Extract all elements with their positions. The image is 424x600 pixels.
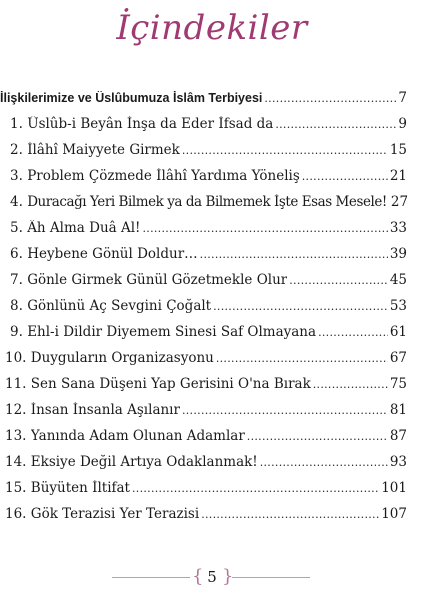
toc-entry-label: Âh Alma Duâ Al!: [27, 220, 141, 236]
toc-entry-number: 4.: [10, 194, 23, 210]
dot-leader: [318, 326, 388, 339]
toc-entry-label: Ehl-i Dildir Diyemem Sinesi Saf Olmayana: [27, 324, 317, 340]
toc-page-number: 93: [389, 454, 407, 470]
toc-entry-number: 8.: [10, 298, 23, 314]
toc-page-number: 9: [398, 116, 407, 132]
toc-entry-number: 15.: [5, 480, 27, 496]
toc-page-number: 33: [389, 220, 407, 236]
toc-page-number: 53: [389, 298, 407, 314]
toc-entry[interactable]: [5, 506, 407, 526]
toc-page-number: 61: [389, 324, 407, 340]
dot-leader: [275, 118, 396, 131]
toc-entry-label: Eksiye Değil Artıya Odaklanmak!: [30, 454, 258, 470]
toc-entry-label: Büyüten İltifat: [30, 480, 130, 496]
toc-entry[interactable]: [5, 376, 407, 396]
toc-entry-label: Problem Çözmede İlâhî Yardıma Yöneliş: [27, 168, 300, 184]
toc-page-number: 75: [389, 376, 407, 392]
toc-entry-label: Gök Terazisi Yer Terazisi: [30, 506, 200, 522]
dot-leader: [213, 300, 388, 313]
toc-section-heading[interactable]: [0, 90, 407, 110]
toc-entry-label: Üslûb-i Beyân İnşa da Eder İfsad da: [27, 116, 274, 132]
toc-entry-label: Duyguların Organizasyonu: [30, 350, 214, 366]
dot-leader: [200, 248, 388, 261]
toc-entry[interactable]: [10, 142, 407, 162]
toc-entry-number: 10.: [5, 350, 27, 366]
toc-entry-number: 6.: [10, 246, 23, 262]
dot-leader: [289, 274, 388, 287]
toc-entry-number: 12.: [5, 402, 27, 418]
toc-entry[interactable]: [10, 246, 407, 266]
toc-entry-label: Sen Sana Düşeni Yap Gerisini O'na Bırak: [30, 376, 311, 392]
page-title: İçindekiler: [116, 8, 308, 48]
toc-entry[interactable]: [5, 402, 407, 422]
toc-entry-label: Heybene Gönül Doldur…: [27, 246, 198, 262]
toc-page-number: 27: [390, 194, 409, 210]
toc-page-number: 15: [389, 142, 407, 158]
toc-entry-number: 16.: [5, 506, 27, 522]
toc-entry-number: 5.: [10, 220, 23, 236]
dot-leader: [182, 404, 388, 417]
toc-page-number: 67: [389, 350, 407, 366]
toc-page-number: 81: [389, 402, 407, 418]
toc-page-number: 39: [389, 246, 407, 262]
dot-leader: [132, 482, 379, 495]
page-footer: [0, 565, 424, 589]
toc-page-number: 101: [381, 480, 407, 496]
dot-leader: [260, 456, 388, 469]
footer-rule-left: [112, 577, 190, 578]
footer-rule-right: [232, 577, 310, 578]
toc-entry-number: 2.: [10, 142, 23, 158]
toc-entry-label: Yanında Adam Olunan Adamlar: [30, 428, 245, 444]
dot-leader: [142, 222, 387, 235]
dot-leader: [182, 144, 388, 157]
toc-entry-number: 13.: [5, 428, 27, 444]
toc-entry-number: 14.: [5, 454, 27, 470]
toc-entry[interactable]: [10, 324, 407, 344]
toc-entry[interactable]: [10, 168, 407, 188]
toc-entry[interactable]: [5, 454, 407, 474]
toc-entry[interactable]: [10, 272, 407, 292]
footer-ornament-right: }: [222, 566, 234, 587]
dot-leader: [247, 430, 388, 443]
toc-entry[interactable]: [10, 298, 407, 318]
toc-entry[interactable]: [10, 220, 407, 240]
toc-entry-number: 7.: [10, 272, 23, 288]
dot-leader: [313, 378, 388, 391]
footer-ornament-left: {: [192, 566, 204, 587]
toc-entry[interactable]: [5, 480, 407, 500]
toc-page-number: 87: [389, 428, 407, 444]
toc-section-label: İlişkilerimize ve Üslûbumuza İslâm Terbiyesi: [0, 91, 263, 105]
dot-leader: [302, 170, 388, 183]
toc-page-number: 107: [381, 506, 407, 522]
toc-entry-label: İlâhî Maiyyete Girmek: [27, 142, 180, 158]
toc-page-number: 45: [389, 272, 407, 288]
toc-entry-number: 11.: [5, 376, 27, 392]
toc-entry[interactable]: [10, 116, 407, 136]
toc-entry-label: İnsan İnsanla Aşılanır: [30, 402, 180, 418]
toc-entry-label: Duracağı Yeri Bilmek ya da Bilmemek İşte Esas Mesele!: [27, 194, 387, 210]
toc-entry[interactable]: [5, 428, 407, 448]
dot-leader: [264, 92, 396, 105]
toc-entry-label: Gönle Girmek Günül Gözetmekle Olur: [27, 272, 288, 288]
dot-leader: [216, 352, 388, 365]
dot-leader: [201, 508, 379, 521]
toc-entry[interactable]: [10, 194, 407, 214]
toc-entry-number: 9.: [10, 324, 23, 340]
toc-entry-number: 3.: [10, 168, 23, 184]
footer-page-number: 5: [207, 568, 217, 586]
toc-entry[interactable]: [5, 350, 407, 370]
toc-entry-label: Gönlünü Aç Sevgini Çoğalt: [27, 298, 212, 314]
toc-page-number: 21: [389, 168, 407, 184]
toc-entry-number: 1.: [10, 116, 23, 132]
toc-page-number: 7: [398, 90, 407, 106]
